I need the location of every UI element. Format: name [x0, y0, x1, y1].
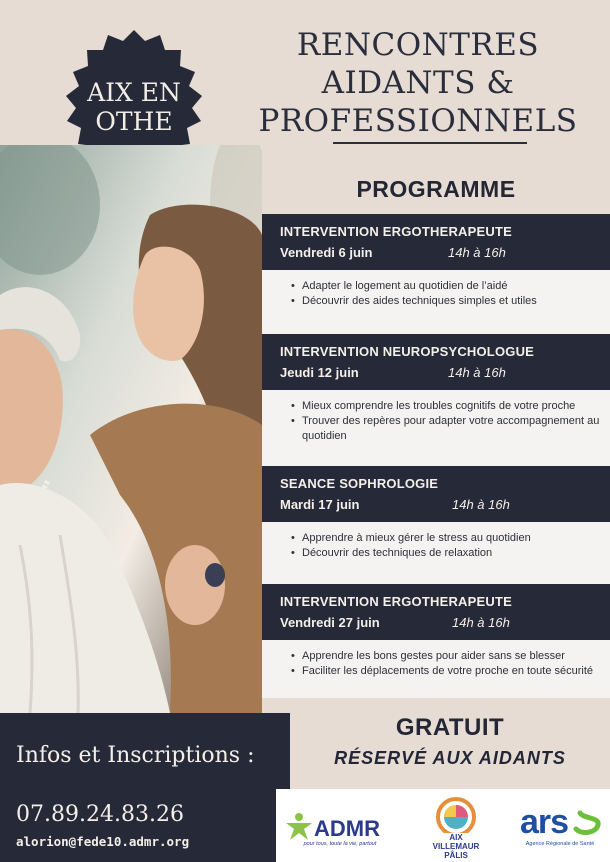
page-title	[240, 26, 596, 140]
admr-tagline: pour tous, toute la vie, partout	[303, 841, 377, 847]
session-time: 14h à 16h	[448, 365, 506, 380]
ars-subtitle: Agence Régionale de Santé	[525, 841, 595, 847]
aix-name-line-2: VILLEMAUR	[432, 842, 480, 851]
programme-heading: PROGRAMME	[356, 176, 516, 202]
badge-line-2: OTHE	[95, 107, 173, 136]
session-bullet: • Adapter le logement au quotidien de l’aidé	[292, 279, 600, 294]
session-date: Jeudi 12 juin	[280, 365, 359, 380]
session-title: INTERVENTION NEUROPSYCHOLOGUE	[280, 344, 535, 359]
admr-name: ADMR	[314, 816, 380, 841]
audience-label: RÉSERVÉ AUX AIDANTS	[334, 748, 566, 768]
session-title: INTERVENTION ERGOTHERAPEUTE	[280, 594, 512, 609]
session-bullet: • Apprendre les bons gestes pour aider sans se blesser	[292, 649, 600, 664]
session-time: 14h à 16h	[452, 497, 510, 512]
session-bullet: • Mieux comprendre les troubles cognitifs de votre proche	[292, 399, 600, 414]
session-date: Vendredi 6 juin	[280, 245, 373, 260]
session-title: INTERVENTION ERGOTHERAPEUTE	[280, 224, 512, 239]
session-header	[262, 466, 610, 522]
ars-name: ars	[520, 803, 569, 841]
session-bullet: • Trouver des repères pour adapter votre accompagnement au quotidien	[292, 414, 600, 444]
session-details	[262, 390, 610, 466]
session-bullet: • Faciliter les déplacements de votre proche en toute sécurité	[292, 664, 600, 679]
session-header	[262, 584, 610, 640]
badge-line-1: AIX EN	[87, 78, 181, 107]
session-header	[262, 334, 610, 390]
contact-panel	[0, 713, 290, 862]
partner-logos	[276, 789, 610, 862]
contact-title: Infos et Inscriptions :	[16, 743, 255, 768]
session-date: Mardi 17 juin	[280, 497, 360, 512]
free-label: GRATUIT	[395, 714, 505, 741]
caregiver-photo	[0, 145, 262, 713]
contact-email[interactable]: alorion@fede10.admr.org	[16, 834, 190, 849]
session-time: 14h à 16h	[448, 245, 506, 260]
session-date: Vendredi 27 juin	[280, 615, 380, 630]
ars-swoosh-icon	[572, 807, 602, 837]
title-line-1: RENCONTRES	[296, 27, 540, 63]
session-bullet: • Découvrir des aides techniques simples et utiles	[292, 294, 600, 309]
session-details	[262, 640, 610, 698]
session-time: 14h à 16h	[452, 615, 510, 630]
session-details	[262, 270, 610, 334]
session-bullet: • Apprendre à mieux gérer le stress au quotidien	[292, 531, 600, 546]
aix-name-line-3: PÂLIS	[444, 851, 468, 860]
session-header	[262, 214, 610, 270]
aix-name-line-1: AIX	[449, 833, 463, 842]
session-details	[262, 522, 610, 584]
contact-phone[interactable]: 07.89.24.83.26	[16, 802, 184, 827]
session-bullet: • Découvrir des techniques de relaxation	[292, 546, 600, 561]
admr-figure-icon	[284, 811, 314, 841]
title-underline	[333, 142, 527, 144]
session-title: SEANCE SOPHROLOGIE	[280, 476, 439, 491]
title-line-3: PROFESSIONNELS	[258, 103, 578, 139]
aix-emblem-icon	[430, 795, 482, 833]
title-line-2: AIDANTS &	[321, 65, 515, 101]
